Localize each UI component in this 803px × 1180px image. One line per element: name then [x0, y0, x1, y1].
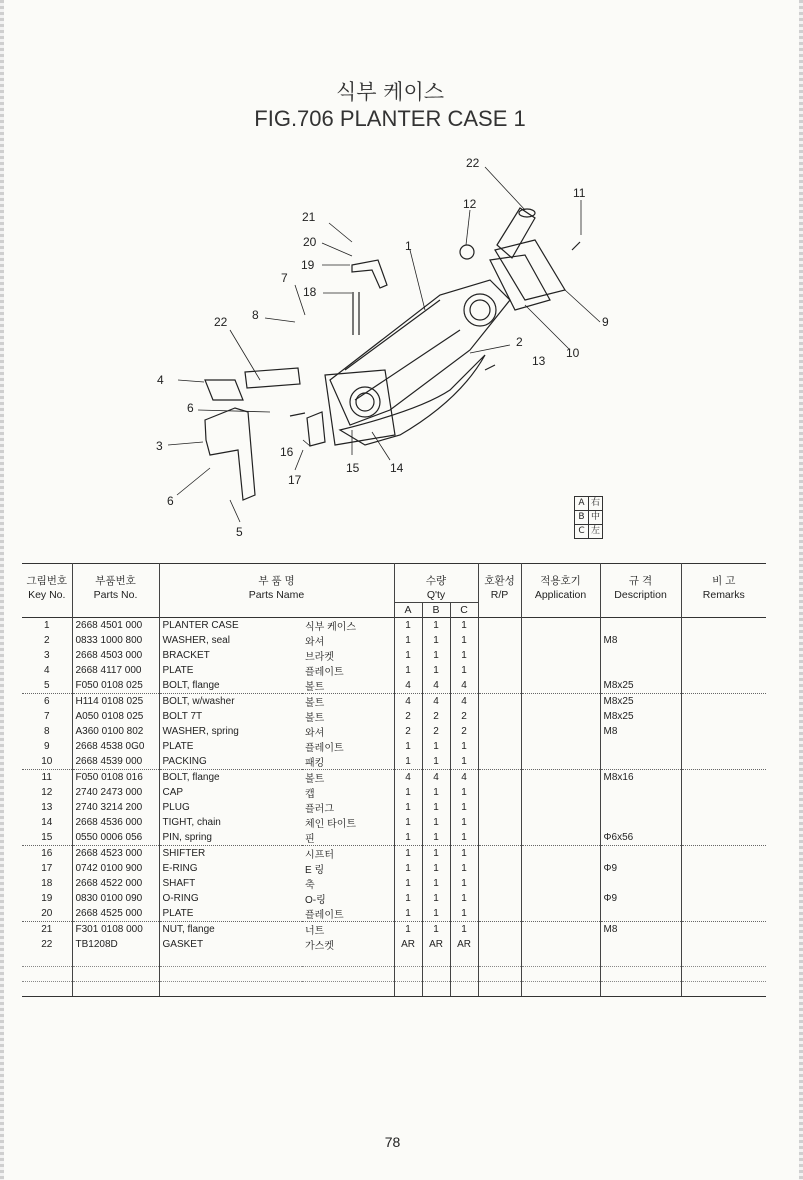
name-ko-cell: 플레이트: [305, 743, 344, 754]
cap-12: [460, 245, 474, 259]
desc-cell: [600, 739, 681, 754]
app-header-ko: 적용호기: [521, 564, 600, 589]
empty-row: [22, 952, 766, 967]
key-cell: 5: [22, 678, 72, 694]
part-no-cell: 0833 1000 800: [72, 633, 159, 648]
qty-b-cell: 1: [422, 891, 450, 906]
callout-label: 19: [301, 258, 315, 272]
callout-label: 15: [346, 461, 360, 475]
part-no-cell: 2668 4525 000: [72, 906, 159, 922]
plate-4: [205, 380, 243, 400]
legend-ko: 左: [589, 525, 603, 539]
key-cell: 21: [41, 924, 53, 935]
table-row: [22, 906, 766, 922]
parts-header-ko: 부품번호: [72, 564, 159, 589]
part-no-cell: 2668 4539 000: [72, 754, 159, 770]
desc-cell: [600, 906, 681, 922]
key-cell: 8: [43, 726, 50, 737]
qty-b-cell: 1: [422, 906, 450, 922]
name-ko-cell: 핀: [302, 830, 394, 846]
table-body: [22, 618, 766, 997]
key-cell: 1: [43, 620, 50, 631]
page-number: 78: [384, 1134, 401, 1150]
qty-c-cell: 1: [450, 922, 478, 938]
key-cell: 13: [41, 802, 53, 813]
qty-c-cell: 2: [450, 724, 478, 739]
table-row: [22, 633, 766, 648]
qty-header-en: Q'ty: [394, 588, 478, 603]
callout-label: 6: [167, 494, 174, 508]
part-no-cell: 2668 4523 000: [72, 846, 159, 862]
desc-cell: [600, 618, 681, 634]
name-ko-cell: 브라켓: [305, 652, 334, 663]
key-cell: 18: [41, 878, 53, 889]
qty-a-cell: 4: [394, 694, 422, 710]
name-cell: BOLT, flange: [159, 770, 302, 786]
qty-b-cell: 1: [422, 739, 450, 754]
qty-header-ko: 수량: [394, 564, 478, 589]
qty-c-cell: 2: [450, 709, 478, 724]
qty-c-cell: AR: [450, 937, 478, 952]
callout-label: 1: [405, 239, 412, 253]
callout-label: 20: [303, 235, 317, 249]
name-ko-cell: 플러그: [305, 804, 334, 815]
qty-c-cell: 1: [450, 830, 478, 846]
callout-label: 7: [281, 271, 288, 285]
qty-b-cell: 1: [422, 922, 450, 938]
key-cell: 6: [43, 696, 50, 707]
callout-label: 2: [516, 335, 523, 349]
app-header-en: Application: [521, 588, 600, 603]
name-header-en: Parts Name: [159, 588, 394, 603]
qty-a-cell: 1: [394, 846, 422, 862]
key-cell: 16: [41, 848, 53, 859]
table-row: [22, 815, 766, 830]
name-ko-cell: 볼트: [305, 713, 325, 724]
desc-cell: [600, 754, 681, 770]
qty-c-cell: 1: [450, 618, 478, 634]
table-row: [22, 618, 766, 634]
name-cell: O-RING: [159, 891, 302, 906]
desc-cell: M8: [600, 633, 681, 648]
name-cell: PACKING: [159, 754, 302, 770]
part-no-cell: TB1208D: [72, 937, 159, 952]
name-ko-cell: 식부 케이스: [305, 622, 357, 633]
name-cell: BOLT 7T: [159, 709, 302, 724]
desc-cell: M8x25: [600, 678, 681, 694]
desc-cell: M8: [600, 922, 681, 938]
callout-label: 18: [303, 285, 317, 299]
qty-b-cell: AR: [422, 937, 450, 952]
desc-cell: Φ9: [600, 891, 681, 906]
name-ko-cell: E 링: [305, 865, 325, 876]
qty-a-cell: 1: [394, 785, 422, 800]
desc-cell: [600, 800, 681, 815]
callout-label: 13: [532, 354, 546, 368]
name-ko-cell: 시프터: [305, 850, 334, 861]
qty-a-cell: AR: [394, 937, 422, 952]
callout-label: 12: [463, 197, 477, 211]
key-cell: 2: [43, 635, 50, 646]
key-cell: 3: [43, 650, 50, 661]
key-cell: 4: [43, 665, 50, 676]
qty-c-cell: 1: [450, 906, 478, 922]
qty-a-cell: 1: [394, 618, 422, 634]
rem-header-en: Remarks: [681, 588, 766, 603]
qty-a-cell: 1: [394, 800, 422, 815]
desc-header-en: Description: [600, 588, 681, 603]
qty-b-cell: 2: [422, 724, 450, 739]
qty-b-cell: 4: [422, 694, 450, 710]
desc-cell: [600, 815, 681, 830]
qty-c-cell: 4: [450, 770, 478, 786]
table-row: [22, 830, 766, 846]
qty-a-cell: 4: [394, 770, 422, 786]
qty-b-cell: 1: [422, 618, 450, 634]
key-header-ko: 그림번호: [26, 575, 68, 587]
qty-b-cell: 1: [422, 663, 450, 678]
key-cell: 7: [43, 711, 50, 722]
part-no-cell: 2740 2473 000: [72, 785, 159, 800]
table-row: [22, 648, 766, 663]
qty-a-cell: 1: [394, 815, 422, 830]
name-cell: PLANTER CASE: [159, 618, 302, 634]
gasket-22-lower: [245, 368, 300, 388]
callout-label: 11: [573, 186, 586, 200]
name-ko-cell: 플레이트: [305, 667, 344, 678]
rem-header-ko: 비 고: [681, 564, 766, 589]
callout-label: 22: [466, 156, 480, 170]
qty-a-cell: 4: [394, 678, 422, 694]
table-row: [22, 891, 766, 906]
name-ko-cell: O-링: [305, 895, 326, 906]
desc-cell: M8: [600, 724, 681, 739]
part-no-cell: 2668 4522 000: [72, 876, 159, 891]
key-cell: 22: [41, 939, 53, 950]
qty-a-cell: 2: [394, 724, 422, 739]
qty-a-cell: 1: [394, 891, 422, 906]
part-no-cell: 2668 4538 0G0: [72, 739, 159, 754]
name-cell: NUT, flange: [159, 922, 302, 938]
table-row: [22, 678, 766, 694]
table-row: [22, 694, 766, 710]
qty-c-cell: 1: [450, 785, 478, 800]
packing-10: [490, 255, 550, 310]
rp-header-ko: 호환성: [478, 564, 521, 589]
name-ko-cell: 체인 타이트: [305, 819, 357, 830]
qty-b-cell: 1: [422, 648, 450, 663]
key-cell: 11: [41, 772, 52, 783]
callout-label: 6: [187, 401, 194, 415]
empty-row: [22, 967, 766, 982]
name-cell: GASKET: [159, 937, 302, 952]
shifter-16: [307, 412, 325, 446]
callout-label: 22: [214, 315, 228, 329]
key-cell: 20: [22, 906, 72, 922]
name-cell: BOLT, w/washer: [159, 694, 302, 710]
qty-c-cell: 1: [450, 861, 478, 876]
desc-cell: M8x16: [600, 770, 681, 786]
qty-b-header: B: [422, 603, 450, 618]
qty-b-cell: 1: [422, 830, 450, 846]
gearbox-block: [325, 370, 395, 445]
qty-c-cell: 1: [450, 891, 478, 906]
name-ko-cell: 볼트: [305, 698, 325, 709]
table-row: [22, 770, 766, 786]
qty-a-cell: 1: [394, 754, 422, 770]
right-page-edge: [799, 0, 803, 1180]
part-no-cell: 2668 4503 000: [72, 648, 159, 663]
qty-c-cell: 1: [450, 754, 478, 770]
part-no-cell: H114 0108 025: [72, 694, 159, 710]
qty-c-cell: 4: [450, 694, 478, 710]
key-cell: 15: [22, 830, 72, 846]
name-ko-cell: 플레이트: [302, 906, 394, 922]
shifter-lever: [352, 260, 387, 288]
name-cell: PLATE: [159, 663, 302, 678]
name-cell: PLATE: [159, 906, 302, 922]
qty-c-cell: 1: [450, 739, 478, 754]
part-no-cell: 0550 0006 056: [72, 830, 159, 846]
table-row: [22, 663, 766, 678]
key-cell: 19: [41, 893, 53, 904]
callout-label: 4: [157, 373, 164, 387]
title-korean: 식부 케이스: [335, 80, 445, 104]
qty-a-cell: 2: [394, 709, 422, 724]
empty-row: [22, 982, 766, 997]
callout-label: 10: [566, 346, 580, 360]
qty-b-cell: 4: [422, 770, 450, 786]
desc-cell: M8x25: [600, 709, 681, 724]
qty-a-cell: 1: [394, 906, 422, 922]
desc-cell: M8x25: [600, 694, 681, 710]
bracket-3: [205, 408, 255, 500]
qty-c-cell: 1: [450, 633, 478, 648]
name-ko-cell: 가스켓: [305, 941, 334, 952]
legend-ko: 右: [589, 497, 603, 511]
desc-cell: [600, 663, 681, 678]
desc-cell: [600, 876, 681, 891]
name-cell: TIGHT, chain: [159, 815, 302, 830]
planter-case-body: [330, 280, 510, 425]
name-cell: SHIFTER: [159, 846, 302, 862]
qty-b-cell: 1: [422, 800, 450, 815]
legend-ko: 中: [589, 511, 603, 525]
table-row: [22, 709, 766, 724]
key-cell: 17: [41, 863, 53, 874]
key-cell: 9: [43, 741, 50, 752]
qty-a-cell: 1: [394, 663, 422, 678]
name-ko-cell: 볼트: [305, 774, 325, 785]
qty-a-cell: 1: [394, 876, 422, 891]
desc-cell: Φ6x56: [600, 830, 681, 846]
qty-b-cell: 1: [422, 754, 450, 770]
name-ko-cell: 너트: [305, 926, 325, 937]
callout-label: 16: [280, 445, 294, 459]
name-ko-cell: 와셔: [305, 637, 325, 648]
qty-b-cell: 2: [422, 709, 450, 724]
callout-label: 17: [288, 473, 302, 487]
qty-c-cell: 1: [450, 648, 478, 663]
variant-legend: [574, 496, 603, 539]
desc-cell: Φ9: [600, 861, 681, 876]
qty-c-cell: 4: [450, 678, 478, 694]
qty-b-cell: 1: [422, 846, 450, 862]
qty-a-cell: 1: [394, 739, 422, 754]
part-no-cell: 2668 4501 000: [72, 618, 159, 634]
name-cell: PIN, spring: [159, 830, 302, 846]
key-cell: 12: [41, 787, 53, 798]
part-no-cell: 2740 3214 200: [72, 800, 159, 815]
gasket-22-upper: [497, 208, 535, 258]
name-cell: SHAFT: [159, 876, 302, 891]
qty-b-cell: 1: [422, 785, 450, 800]
table-row: [22, 876, 766, 891]
parts-header-en: Parts No.: [72, 588, 159, 603]
part-no-cell: A050 0108 025: [72, 709, 159, 724]
desc-cell: [600, 785, 681, 800]
table-row: [22, 739, 766, 754]
qty-b-cell: 4: [422, 678, 450, 694]
legend-letter: B: [575, 511, 589, 525]
desc-cell: [600, 648, 681, 663]
name-cell: PLUG: [159, 800, 302, 815]
table-row: [22, 754, 766, 770]
name-cell: PLATE: [159, 739, 302, 754]
qty-a-header: A: [394, 603, 422, 618]
desc-cell: [600, 846, 681, 862]
qty-b-cell: 1: [422, 815, 450, 830]
table-row: [22, 785, 766, 800]
qty-b-cell: 1: [422, 633, 450, 648]
part-no-cell: 0742 0100 900: [72, 861, 159, 876]
name-cell: WASHER, spring: [159, 724, 302, 739]
desc-header-ko: 규 격: [600, 564, 681, 589]
name-header-ko: 부 품 명: [159, 564, 394, 589]
part-no-cell: A360 0100 802: [72, 724, 159, 739]
name-cell: WASHER, seal: [159, 633, 302, 648]
callout-label: 8: [252, 308, 259, 322]
key-header-en: Key No.: [28, 589, 66, 602]
name-ko-cell: 캡: [305, 789, 315, 800]
table-row: [22, 922, 766, 938]
name-ko-cell: 와셔: [305, 728, 325, 739]
figure-title: FIG.706 PLANTER CASE 1: [254, 106, 526, 131]
part-no-cell: 2668 4117 000: [72, 663, 159, 678]
qty-c-cell: 1: [450, 800, 478, 815]
qty-c-cell: 1: [450, 876, 478, 891]
callout-label: 3: [156, 439, 163, 453]
part-no-cell: F301 0108 000: [72, 922, 159, 938]
callout-label: 21: [302, 210, 316, 224]
table-header: [22, 564, 766, 618]
parts-table: [22, 563, 766, 997]
qty-c-cell: 1: [450, 663, 478, 678]
name-ko-cell: 패킹: [302, 754, 394, 770]
left-page-edge: [0, 0, 4, 1180]
name-cell: BRACKET: [159, 648, 302, 663]
callout-label: 9: [602, 315, 609, 329]
part-no-cell: 2668 4536 000: [72, 815, 159, 830]
legend-letter: A: [575, 497, 589, 511]
qty-a-cell: 1: [394, 633, 422, 648]
legend-letter: C: [575, 525, 589, 539]
table-row: [22, 937, 766, 952]
table-row: [22, 800, 766, 815]
key-cell: 10: [22, 754, 72, 770]
table-row: [22, 846, 766, 862]
chain-tight: [340, 355, 485, 445]
qty-a-cell: 1: [394, 861, 422, 876]
part-no-cell: F050 0108 016: [72, 770, 159, 786]
qty-c-cell: 1: [450, 846, 478, 862]
callout-label: 5: [236, 525, 243, 539]
qty-c-header: C: [450, 603, 478, 618]
rp-header-en: R/P: [478, 588, 521, 603]
qty-a-cell: 1: [394, 648, 422, 663]
callout-label: 14: [390, 461, 404, 475]
qty-b-cell: 1: [422, 861, 450, 876]
name-cell: E-RING: [159, 861, 302, 876]
table-row: [22, 724, 766, 739]
exploded-diagram: [140, 150, 640, 550]
qty-c-cell: 1: [450, 815, 478, 830]
table-row: [22, 861, 766, 876]
qty-a-cell: 1: [394, 830, 422, 846]
name-cell: CAP: [159, 785, 302, 800]
part-no-cell: F050 0108 025: [72, 678, 159, 694]
key-cell: 14: [41, 817, 53, 828]
part-no-cell: 0830 0100 090: [72, 891, 159, 906]
qty-a-cell: 1: [394, 922, 422, 938]
qty-b-cell: 1: [422, 876, 450, 891]
name-cell: BOLT, flange: [159, 678, 302, 694]
name-ko-cell: 축: [305, 880, 315, 891]
desc-cell: [600, 937, 681, 952]
name-ko-cell: 볼트: [302, 678, 394, 694]
